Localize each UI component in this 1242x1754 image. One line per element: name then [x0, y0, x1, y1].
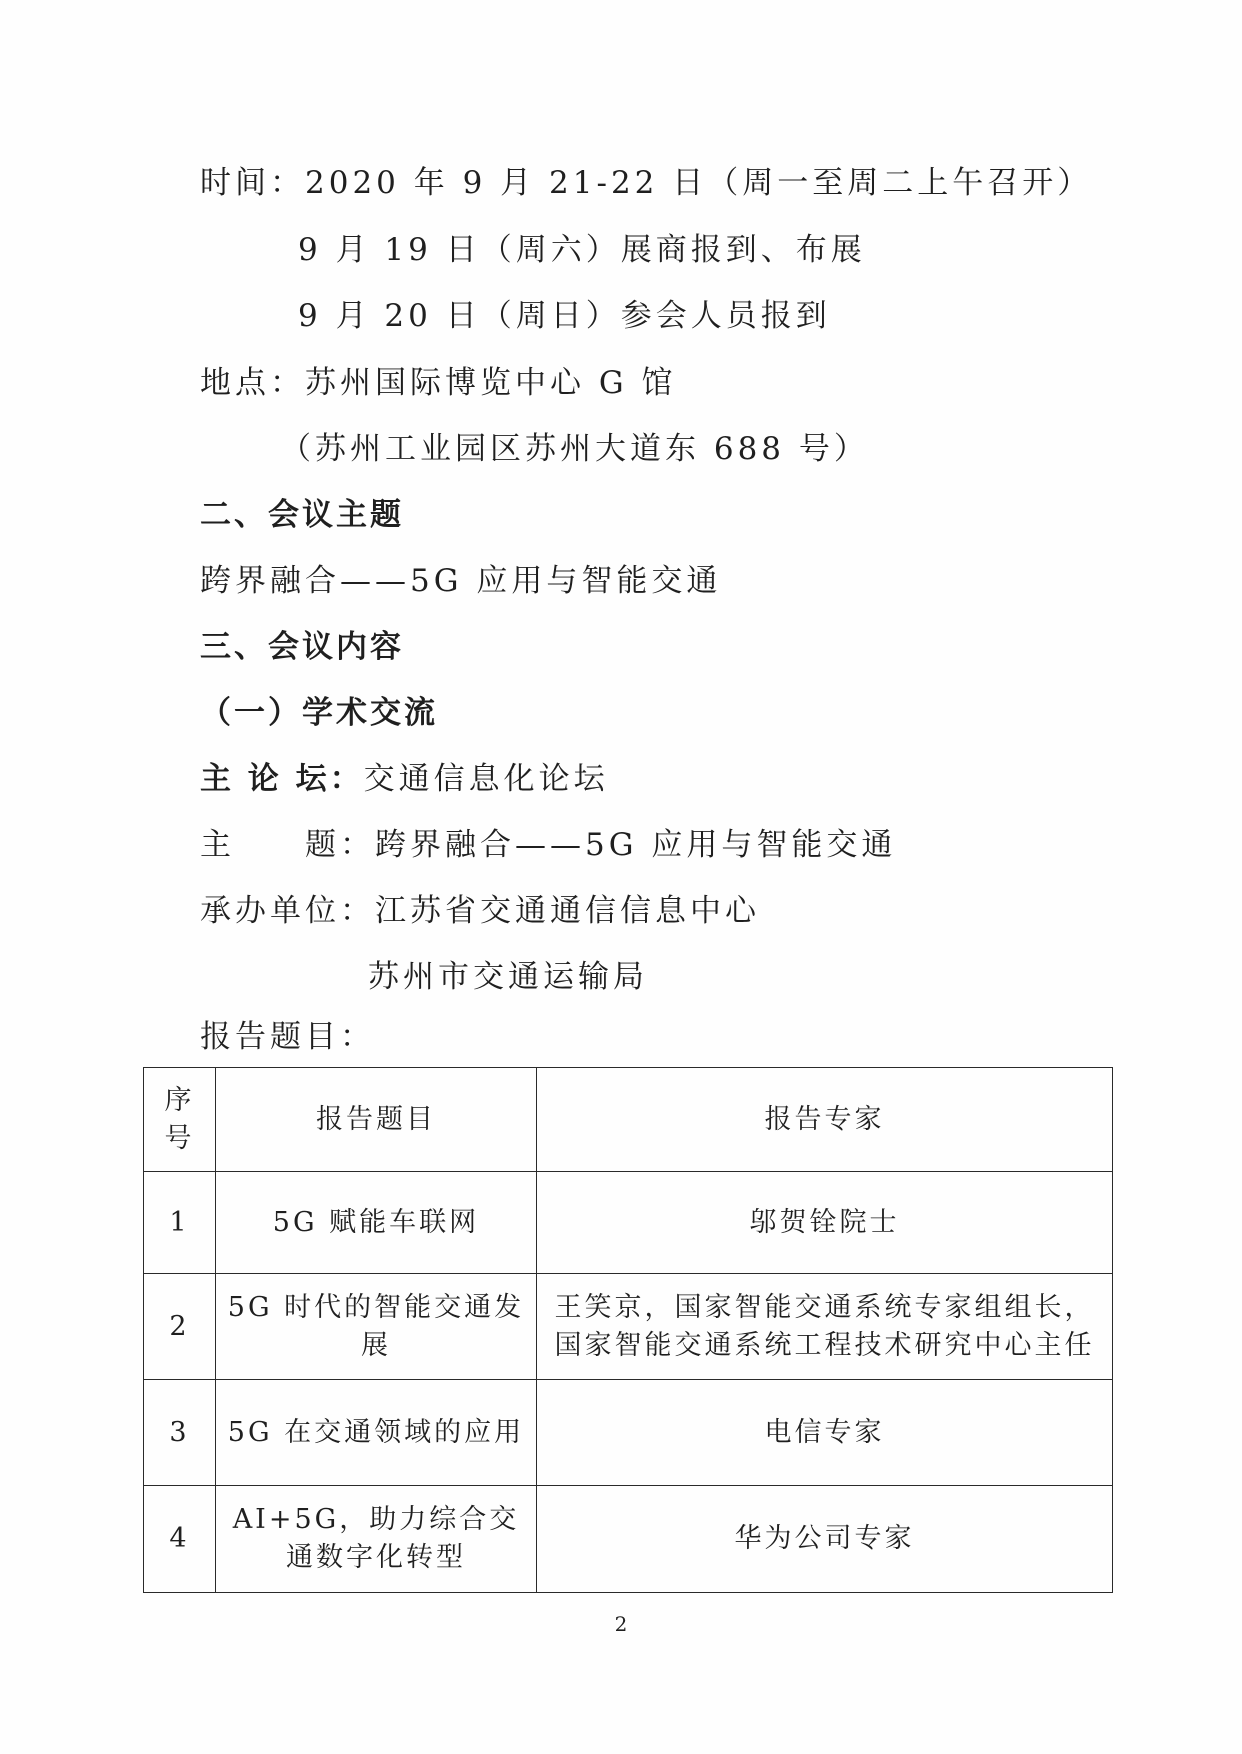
section-two-heading: 二、会议主题: [200, 497, 404, 533]
row-expert-line-2: 国家智能交通系统工程技术研究中心主任: [554, 1329, 1095, 1361]
table-row: [144, 1172, 1113, 1274]
topic-line: [200, 825, 896, 865]
header-number: 序号: [144, 1068, 216, 1172]
academic-exchange-subheading: （一）学术交流: [200, 695, 438, 731]
place-label: 地点：: [200, 365, 305, 401]
table-header-row: [144, 1068, 1113, 1172]
place-sub-line: （苏州工业园区苏州大道东 688 号）: [280, 431, 869, 467]
time-sub-line-1: 9 月 19 日（周六）展商报到、布展: [298, 232, 866, 268]
row-expert: 华为公司专家: [536, 1486, 1112, 1593]
row-expert-line-1: 王笑京，国家智能交通系统专家组组长，: [554, 1291, 1095, 1323]
topic-value: 跨界融合——5G 应用与智能交通: [375, 827, 897, 863]
row-title: 5G 时代的智能交通发展: [216, 1274, 537, 1380]
row-number: 2: [144, 1274, 216, 1380]
report-topics-label: 报告题目：: [200, 1019, 375, 1055]
page-number: 2: [614, 1612, 628, 1636]
topic-label: 主 题：: [200, 827, 375, 863]
row-expert: [536, 1274, 1112, 1380]
section-three-heading: 三、会议内容: [200, 629, 404, 665]
host-line: [200, 891, 760, 931]
table-row: [144, 1274, 1113, 1380]
header-expert: 报告专家: [536, 1068, 1112, 1172]
time-sub-line-2: 9 月 20 日（周日）参会人员报到: [298, 298, 831, 334]
host-value-1: 江苏省交通通信信息中心: [375, 893, 760, 929]
main-forum-line: [200, 759, 609, 799]
place-line: [200, 363, 676, 403]
header-title: 报告题目: [216, 1068, 537, 1172]
conference-theme: 跨界融合——5G 应用与智能交通: [200, 563, 722, 599]
row-title: AI+5G，助力综合交通数字化转型: [216, 1486, 537, 1593]
row-title: 5G 在交通领域的应用: [216, 1380, 537, 1486]
time-label: 时间：: [200, 165, 305, 201]
main-forum-value: 交通信息化论坛: [363, 761, 609, 797]
time-line: [200, 163, 1092, 203]
row-expert: 电信专家: [536, 1380, 1112, 1486]
host-value-2: 苏州市交通运输局: [368, 959, 648, 995]
table-row: [144, 1486, 1113, 1593]
row-expert: 邬贺铨院士: [536, 1172, 1112, 1274]
main-forum-label: 主 论 坛：: [200, 761, 364, 797]
row-number: 3: [144, 1380, 216, 1486]
host-label: 承办单位：: [200, 893, 375, 929]
table-row: [144, 1380, 1113, 1486]
report-table: [143, 1067, 1113, 1593]
row-number: 4: [144, 1486, 216, 1593]
time-main: 2020 年 9 月 21-22 日（周一至周二上午召开）: [305, 165, 1093, 201]
place-main: 苏州国际博览中心 G 馆: [305, 365, 677, 401]
row-number: 1: [144, 1172, 216, 1274]
row-title: 5G 赋能车联网: [216, 1172, 537, 1274]
